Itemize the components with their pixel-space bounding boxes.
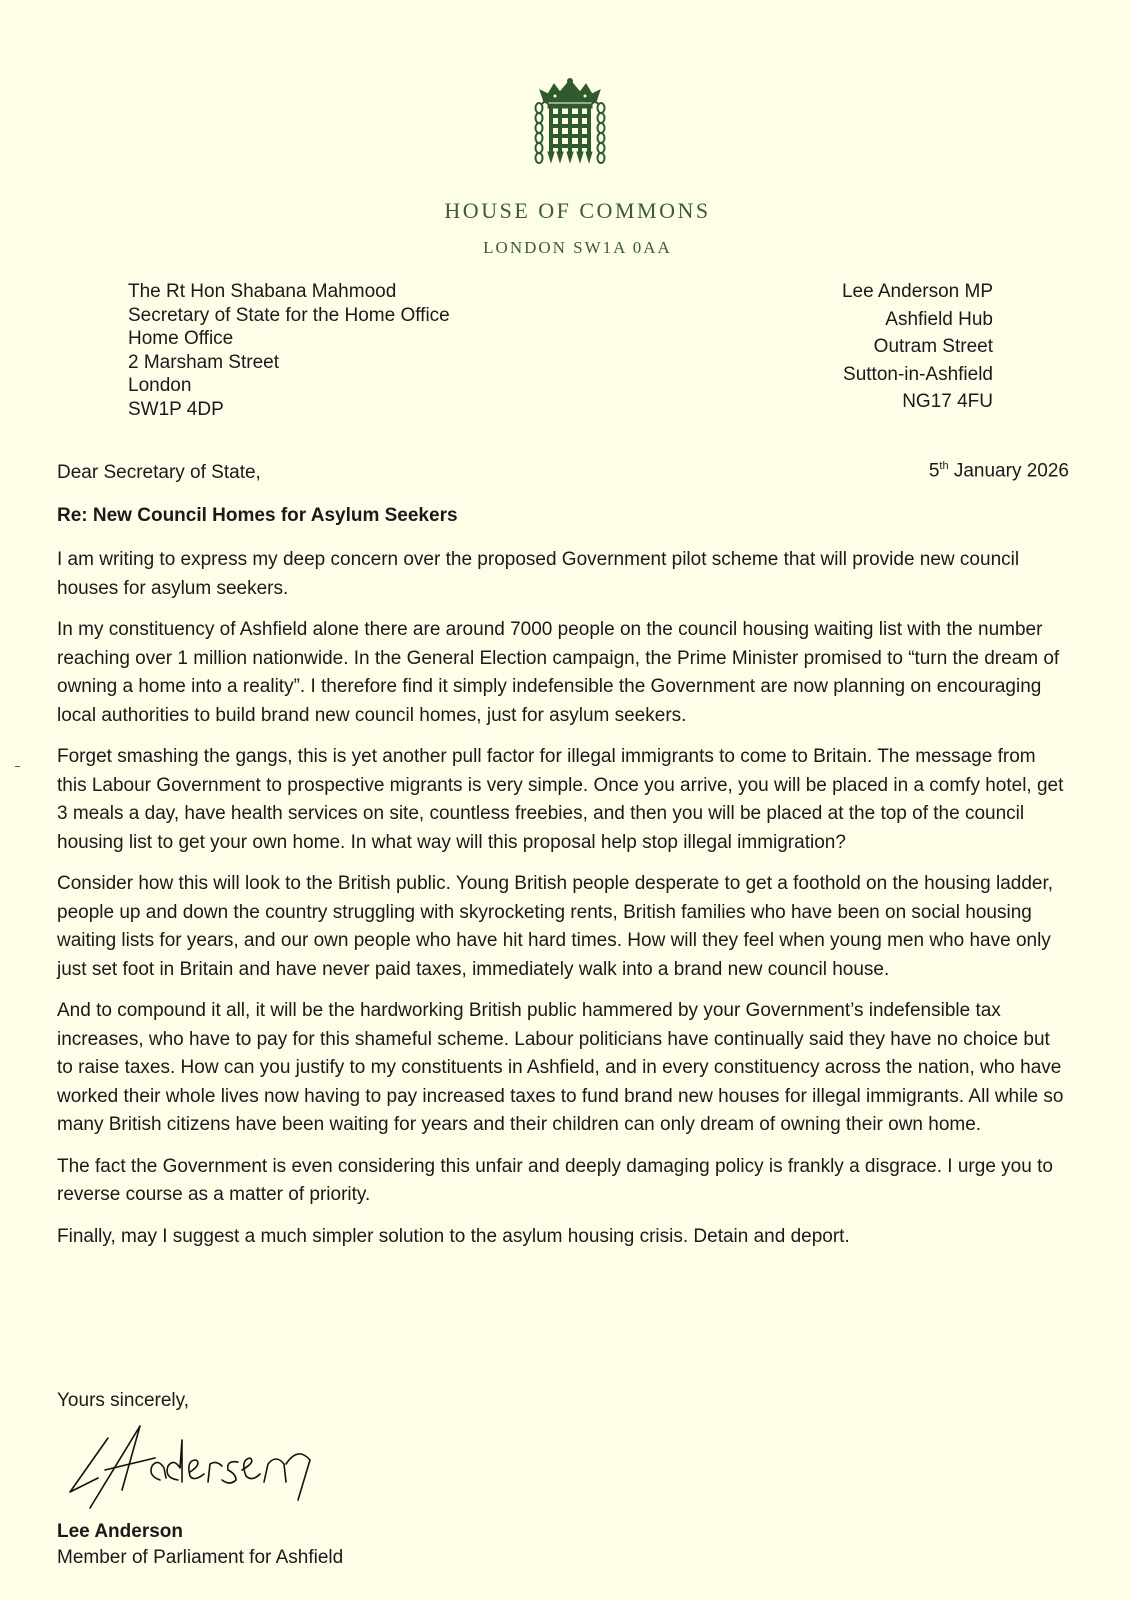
signatory-title: Member of Parliament for Ashfield [57, 1547, 344, 1568]
body-paragraph: In my constituency of Ashfield alone there are around 7000 people on the council housing waiting list with the number reaching over 1 million nationwide. In the General Election campaign, the Prime Minister promised to “turn the dream of owning a home into a reality”. I therefore find it simply indefensible the Government are now planning on encouraging local authorities to build brand new council homes, just for asylum seekers. [57, 619, 1060, 726]
scan-artifact [15, 766, 20, 767]
recipient-line: Home Office [128, 328, 234, 349]
recipient-line: The Rt Hon Shabana Mahmood [128, 281, 397, 302]
salutation: Dear Secretary of State, [57, 462, 261, 483]
date-suffix: th [939, 460, 949, 472]
body-paragraph: And to compound it all, it will be the hardworking British public hammered by your Government’s indefensible tax increases, who have to pay for this shameful scheme. Labour politicians have continually said they have no choice but to raise taxes. How can you justify to my constituents in Ashfield, and in every constituency across the nation, who have worked their whole lives now having to pay increased taxes to fund brand new houses for illegal immigrants. All while so many British citizens have been waiting for years and their children can only dream of owning their own home. [57, 1000, 1064, 1135]
sender-line: Sutton-in-Ashfield [843, 363, 993, 385]
closing: Yours sincerely, [57, 1390, 190, 1411]
body-paragraph: Consider how this will look to the British public. Young British people desperate to get a foothold on the housing ladder, people up and down the country struggling with skyrocketing rents, British families who have been on social housing waiting lists for years, and our own people who have hit hard times. How will they feel when young men who have only just set foot in Britain and have never paid taxes, immediately walk into a brand new council house. [57, 873, 1054, 980]
handwritten-signature [60, 1420, 320, 1510]
sender-line: Lee Anderson MP [841, 281, 993, 302]
letter-date [929, 460, 1069, 482]
recipient-address [128, 280, 450, 421]
sender-line: Outram Street [873, 336, 993, 357]
recipient-line: London [128, 375, 192, 396]
recipient-line: SW1P 4DP [128, 398, 224, 420]
sender-address [842, 278, 993, 416]
recipient-line: Secretary of State for the Home Office [128, 304, 450, 326]
date-rest: January 2026 [948, 460, 1069, 482]
date-day: 5 [928, 460, 940, 482]
portcullis-icon [522, 78, 618, 168]
body-paragraph: I am writing to express my deep concern over the proposed Government pilot scheme that will provide new council houses for asylum seekers. [57, 549, 1020, 599]
sender-line: Ashfield Hub [885, 308, 993, 330]
signatory-name: Lee Anderson [57, 1521, 183, 1542]
body-paragraph: The fact the Government is even considering this unfair and deeply damaging policy is frankly a disgrace. I urge you to reverse course as a matter of priority. [57, 1155, 1053, 1205]
letterhead-title: HOUSE OF COMMONS [444, 198, 711, 223]
sender-line: NG17 4FU [902, 391, 993, 412]
letterhead-address: LONDON SW1A 0AA [483, 238, 672, 257]
body-paragraph: Forget smashing the gangs, this is yet another pull factor for illegal immigrants to come to Britain. The message from this Labour Government to prospective migrants is very simple. Once you arrive, you will be placed in a comfy hotel, get 3 meals a day, have health services on site, countless freebies, and then you will be placed at the top of the council housing list to get your own home. In what way will this proposal help stop illegal immigration? [57, 746, 1064, 853]
subject-line: Re: New Council Homes for Asylum Seekers [57, 505, 458, 526]
body-paragraph: Finally, may I suggest a much simpler solution to the asylum housing crisis. Detain and deport. [57, 1225, 850, 1247]
recipient-line: 2 Marsham Street [128, 351, 279, 373]
letter-body [57, 546, 1067, 1264]
